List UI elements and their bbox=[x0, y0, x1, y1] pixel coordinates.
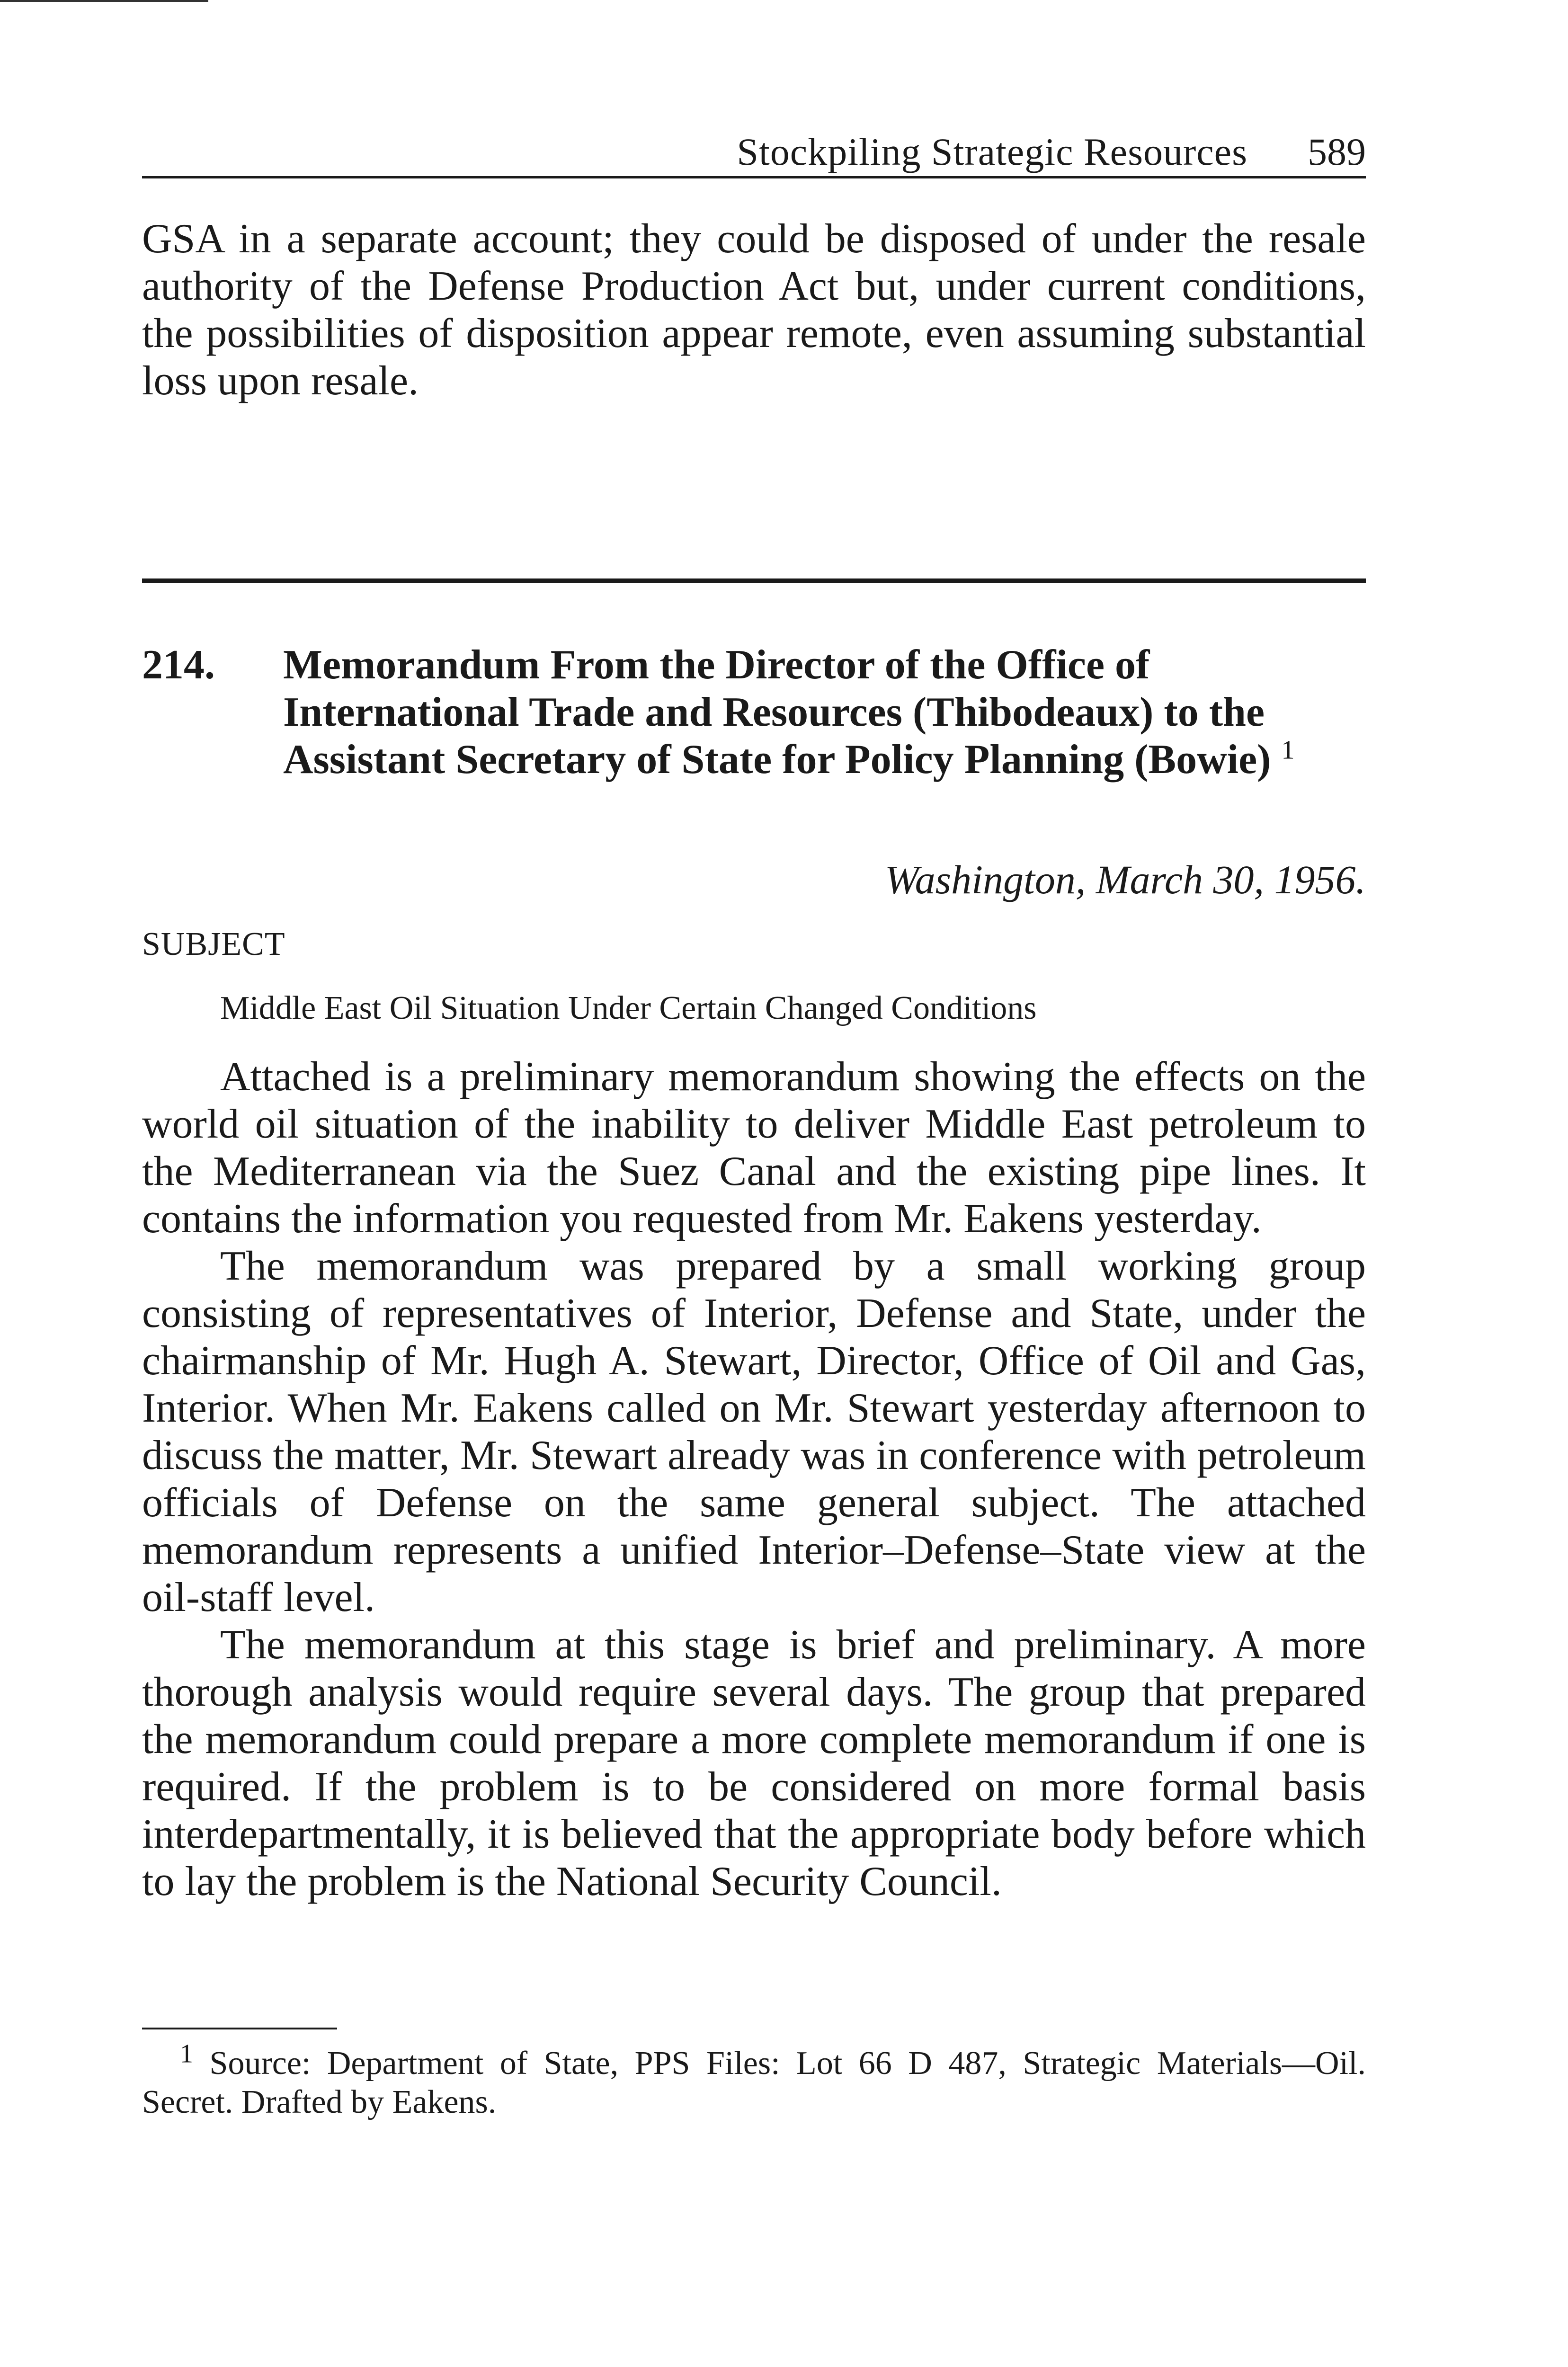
dateline: Washington, March 30, 1956. bbox=[884, 857, 1366, 902]
carry-over-paragraph: GSA in a separate account; they could be disposed of under the resale authority of the Defense Production Act but, under current conditions, the possibilities of disposition appear remote, even assuming substantial loss upon resale. bbox=[142, 216, 1366, 404]
memorandum-body bbox=[142, 1053, 1366, 1905]
footnote-marker: 1 bbox=[180, 2039, 193, 2069]
page-number: 589 bbox=[1308, 130, 1366, 173]
subject-text: Middle East Oil Situation Under Certain Changed Conditions bbox=[220, 990, 1037, 1026]
body-paragraph-2: The memorandum was prepared by a small working group consisting of representatives of Interior, Defense and State, under the chairmanship of Mr. Hugh A. Stewart, Director, Office of Oil and Gas, Interior. When Mr. Eakens called on Mr. Stewart yesterday afternoon to discuss the matter, Mr. Stewart already was in conference with petroleum officials of Defense on the same general subject. The attached memorandum represents a unified Interior–Defense–State view at the oil-staff level. bbox=[142, 1243, 1366, 1620]
running-header-title: Stockpiling Strategic Resources bbox=[737, 130, 1247, 173]
footnote-text: Source: Department of State, PPS Files: Lot 66 D 487, Strategic Materials—Oil. Secret. Drafted by Eakens. bbox=[142, 2045, 1366, 2120]
body-paragraph-3: The memorandum at this stage is brief and preliminary. A more thorough analysis would require several days. The group that prepared the memorandum could prepare a more complete memorandum if one is required. If the problem is to be considered on more formal basis interdepartmentally, it is believed that the appropriate body before which to lay the problem is the National Security Council. bbox=[142, 1622, 1366, 1904]
footnote bbox=[142, 2039, 1366, 2122]
document-footnote-marker: 1 bbox=[1281, 735, 1295, 765]
footnote-rule bbox=[142, 2028, 337, 2029]
running-header bbox=[142, 124, 1366, 178]
section-divider bbox=[142, 578, 1366, 583]
document-number: 214. bbox=[142, 642, 215, 688]
document-title bbox=[283, 641, 1372, 783]
document-title-text: Memorandum From the Director of the Office of International Trade and Resources (Thibodeaux) to the Assistant Secretary of State for Policy Planning (Bowie) bbox=[283, 642, 1271, 783]
body-paragraph-1: Attached is a preliminary memorandum showing the effects on the world oil situation of the inability to deliver Middle East petroleum to the Mediterranean via the Suez Canal and the existing pipe lines. It contains the information you requested from Mr. Eakens yesterday. bbox=[142, 1054, 1366, 1242]
scan-edge-rule bbox=[0, 0, 208, 2]
subject-label: SUBJECT bbox=[142, 926, 285, 962]
